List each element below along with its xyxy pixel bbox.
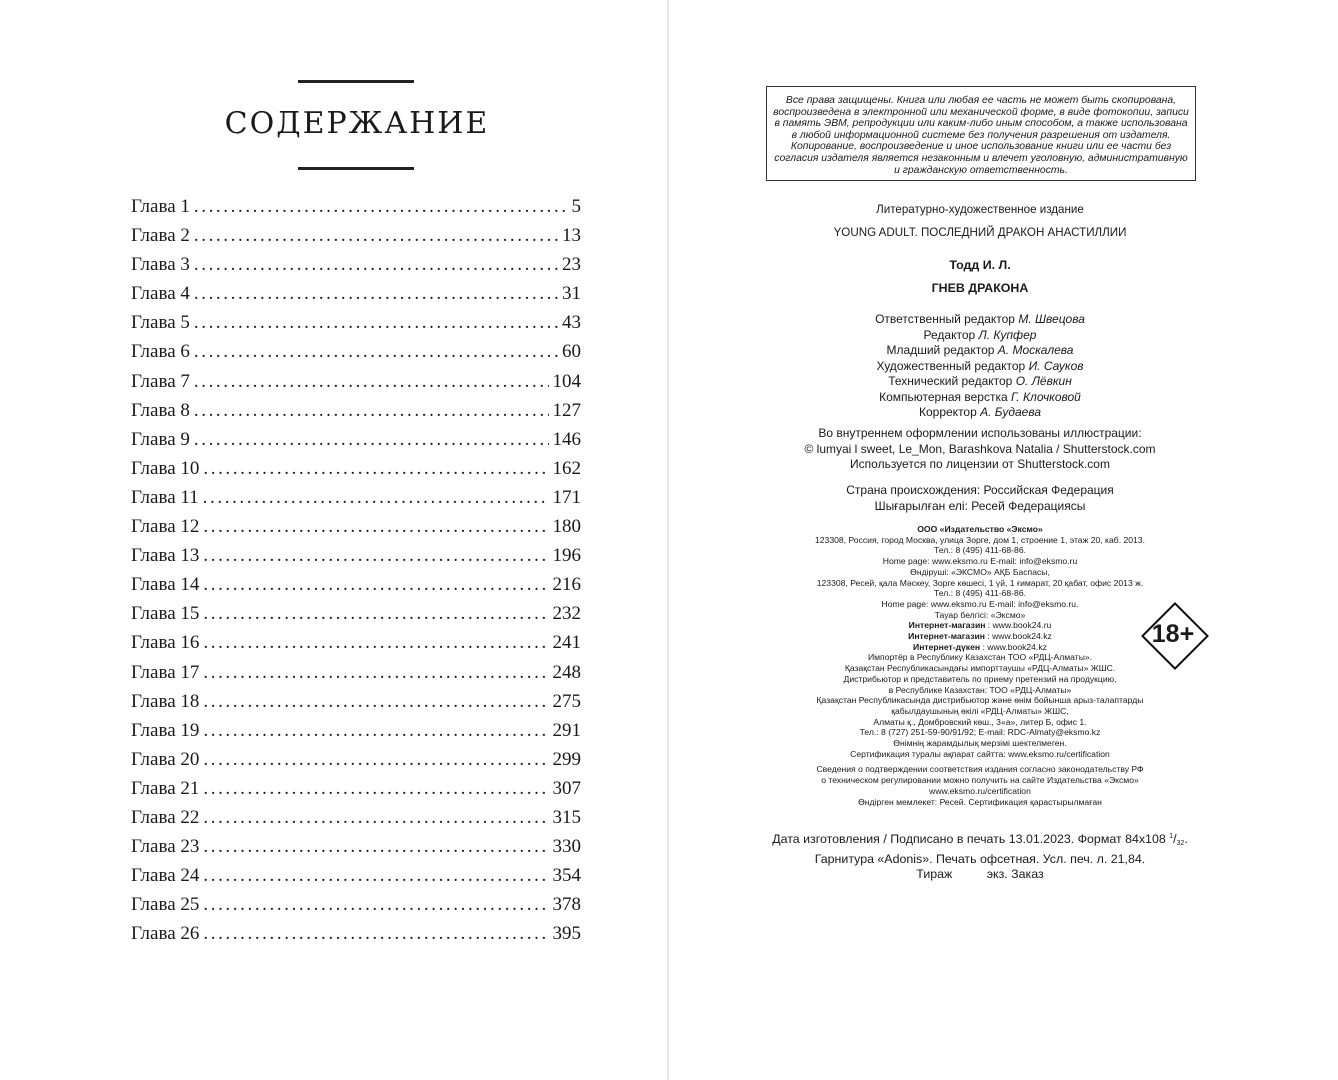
shop-line <box>749 620 1211 631</box>
credit-line <box>749 312 1211 328</box>
chapter-label: Глава 12 <box>131 516 200 538</box>
chapter-page-number: 13 <box>562 225 581 247</box>
leader-dots <box>203 487 549 509</box>
chapter-page-number: 378 <box>552 894 581 916</box>
leader-dots <box>194 371 549 393</box>
toc-entry <box>131 894 581 923</box>
toc-entry <box>131 865 581 894</box>
credit-person: А. Будаева <box>980 405 1041 419</box>
series-name: YOUNG ADULT. ПОСЛЕДНИЙ ДРАКОН АНАСТИЛЛИИ <box>833 226 1127 239</box>
leader-dots <box>194 196 568 218</box>
toc-entry <box>131 720 581 749</box>
credit-line <box>749 343 1211 359</box>
leader-dots <box>194 400 549 422</box>
kz-line: Қазақстан Республикасында дистрибьютор және өнім бойынша арыз-талаптарды <box>816 695 1144 706</box>
illustration-line: Используется по лицензии от Shutterstock.com <box>850 457 1110 471</box>
chapter-page-number: 216 <box>552 574 581 596</box>
print-line-2: Гарнитура «Adonis». Печать офсетная. Усл. печ. л. 21,84. <box>814 851 1146 866</box>
chapter-label: Глава 20 <box>131 748 200 770</box>
toc-entry <box>131 254 581 283</box>
credit-person: И. Сауков <box>1028 358 1084 373</box>
leader-dots <box>194 254 558 276</box>
chapter-page-number: 291 <box>552 719 581 741</box>
kz-line: Тел.: 8 (727) 251-59-90/91/92; E-mail: RDC-Almaty@eksmo.kz <box>859 727 1101 738</box>
format-denominator: 32 <box>1176 840 1185 847</box>
illustration-line: Во внутреннем оформлении использованы иллюстрации: <box>818 426 1142 440</box>
leader-dots <box>203 662 548 684</box>
age-rating-text: 18+ <box>1151 620 1195 648</box>
chapter-page-number: 146 <box>552 428 581 450</box>
toc-entry <box>131 662 581 691</box>
toc-list <box>131 196 581 952</box>
chapter-label: Глава 22 <box>131 806 200 828</box>
kz-line: қабылдаушының өкілі «РДЦ-Алматы» ЖШС, <box>891 705 1069 716</box>
kz-line: в Республике Казахстан: ТОО «РДЦ-Алматы» <box>888 684 1072 695</box>
chapter-page-number: 31 <box>562 283 581 305</box>
credit-role: Редактор <box>923 327 976 342</box>
chapter-page-number: 299 <box>552 748 581 770</box>
credit-person: А. Москалева <box>997 343 1074 357</box>
chapter-label: Глава 6 <box>131 341 190 363</box>
book-title: ГНЕВ ДРАКОНА <box>931 281 1029 295</box>
chapter-label: Глава 10 <box>131 457 200 479</box>
leader-dots <box>203 778 548 800</box>
cert-line: о техническом регулировании можно получить на сайте Издательства «Эксмо» <box>821 775 1139 786</box>
chapter-label: Глава 9 <box>131 428 190 450</box>
leader-dots <box>203 458 548 480</box>
toc-entry <box>131 836 581 865</box>
toc-entry <box>131 196 581 225</box>
publisher-lines <box>749 535 1211 621</box>
chapter-page-number: 241 <box>552 632 581 654</box>
leader-dots <box>203 691 548 713</box>
leader-dots <box>203 807 548 829</box>
credit-role: Художественный редактор <box>876 358 1026 373</box>
chapter-label: Глава 13 <box>131 545 200 567</box>
cert-line: Өндірген мемлекет: Ресей. Сертификация қарастырылмаған <box>858 796 1102 807</box>
shop-label: Интернет-магазин <box>908 620 986 631</box>
kz-lines <box>749 652 1211 759</box>
toc-entry <box>131 545 581 574</box>
imprint-page <box>669 0 1338 1080</box>
leader-dots <box>194 283 558 305</box>
credit-line <box>749 390 1211 406</box>
toc-entry <box>131 632 581 661</box>
credit-person: О. Лёвкин <box>1015 374 1072 388</box>
toc-entry <box>131 283 581 312</box>
publisher-line: Тел.: 8 (495) 411-68-86. <box>934 545 1026 556</box>
cert-line: www.eksmo.ru/certification <box>929 785 1031 796</box>
leader-dots <box>203 516 548 538</box>
chapter-label: Глава 19 <box>131 719 200 741</box>
title-rule-top <box>298 80 414 83</box>
kz-line: Импортёр в Республику Казахстан ТОО «РДЦ-Алматы». <box>867 652 1093 663</box>
leader-dots <box>194 429 549 451</box>
toc-entry <box>131 400 581 429</box>
leader-dots <box>203 720 548 742</box>
kz-line: Сертификация туралы ақпарат сайтта: www.eksmo.ru/certification <box>850 748 1110 759</box>
leader-dots <box>203 632 548 654</box>
cert-line: Сведения о подтверждении соответствия издания согласно законодательству РФ <box>816 764 1144 775</box>
credit-line <box>749 359 1211 375</box>
toc-title: СОДЕРЖАНИЕ <box>224 106 490 141</box>
kz-line: Өнімнің жарамдылық мерзімі шектелмеген. <box>893 738 1067 749</box>
toc-entry <box>131 807 581 836</box>
chapter-label: Глава 25 <box>131 894 200 916</box>
chapter-page-number: 162 <box>552 457 581 479</box>
publisher-line: Тел.: 8 (495) 411-68-86. <box>934 588 1026 599</box>
chapter-page-number: 315 <box>552 806 581 828</box>
publisher-line: 123308, Россия, город Москва, улица Зорге, дом 1, строение 1, этаж 20, каб. 2013. <box>815 534 1145 545</box>
chapter-page-number: 104 <box>552 370 581 392</box>
chapter-label: Глава 2 <box>131 225 190 247</box>
publisher-line: 123308, Ресей, қала Мәскеу, Зорге көшесі, 1 үй, 1 ғимарат, 20 қабат, офис 2013 ж. <box>816 577 1144 588</box>
leader-dots <box>203 574 548 596</box>
leader-dots <box>203 545 548 567</box>
credit-role: Младший редактор <box>886 343 995 357</box>
leader-dots <box>194 225 558 247</box>
chapter-page-number: 232 <box>552 603 581 625</box>
chapter-label: Глава 5 <box>131 312 190 334</box>
illustration-line: © lumyai l sweet, Le_Mon, Barashkova Natalia / Shutterstock.com <box>804 441 1156 456</box>
kz-line: Алматы қ., Домбровский көш., 3«а», литер Б, офис 1. <box>873 716 1087 727</box>
publisher-name: ООО «Издательство «Эксмо» <box>917 524 1043 534</box>
leader-dots <box>203 865 548 887</box>
toc-entry <box>131 691 581 720</box>
toc-page <box>0 0 667 1080</box>
chapter-label: Глава 15 <box>131 603 200 625</box>
print-line-1: Дата изготовления / Подписано в печать 13.01.2023. Формат 84x108 $^1/_{32}$. <box>772 832 1188 847</box>
chapter-page-number: 196 <box>552 545 581 567</box>
format-numerator: 1 <box>1169 833 1174 840</box>
chapter-label: Глава 18 <box>131 690 200 712</box>
chapter-label: Глава 26 <box>131 923 200 945</box>
chapter-page-number: 354 <box>552 865 581 887</box>
shop-label: Интернет-магазин <box>908 631 985 642</box>
chapter-label: Глава 24 <box>131 865 200 887</box>
chapter-page-number: 43 <box>562 312 581 334</box>
credit-role: Технический редактор <box>888 374 1013 388</box>
chapter-label: Глава 4 <box>131 283 190 305</box>
leader-dots <box>194 312 558 334</box>
credits-block <box>749 312 1211 421</box>
toc-entry <box>131 458 581 487</box>
rights-notice: Все права защищены. Книга или любая ее часть не может быть скопирована, воспроизведена в электронной или механической форме, в виде фотокопии, записи в память ЭВМ, репродукции или каким-либо иным способом, а также использована в любой информационной системе без получения разрешения от издателя. Копирование, воспроизведение и иное использование книги или ее части без согласия издателя является незаконным и влечет уголовную, административную и гражданскую ответственность. <box>766 86 1196 181</box>
leader-dots <box>203 749 548 771</box>
chapter-page-number: 330 <box>552 836 581 858</box>
chapter-label: Глава 17 <box>131 661 200 683</box>
chapter-label: Глава 14 <box>131 574 200 596</box>
publisher-block <box>749 524 1211 807</box>
shop-url: : www.book24.ru <box>985 620 1052 631</box>
leader-dots <box>203 603 548 625</box>
publisher-line: Home page: www.eksmo.ru E-mail: info@eksmo.ru <box>882 556 1078 567</box>
title-rule-bottom <box>298 167 414 170</box>
origin-line: Шығарылған елі: Ресей Федерациясы <box>874 498 1086 513</box>
toc-entry <box>131 603 581 632</box>
print-date-format: Дата изготовления / Подписано в печать 13.01.2023. Формат 84x108 <box>772 832 1170 846</box>
shop-url: : www.book24.kz <box>984 631 1052 642</box>
toc-entry <box>131 312 581 341</box>
publisher-line: Home page: www.eksmo.ru E-mail: info@eksmo.ru. <box>881 598 1079 609</box>
chapter-label: Глава 8 <box>131 399 190 421</box>
publisher-line: Тауар белгісі: «Эксмо» <box>934 609 1026 620</box>
print-details <box>749 829 1211 883</box>
chapter-page-number: 5 <box>571 196 581 217</box>
chapter-label: Глава 1 <box>131 196 190 217</box>
certification-lines <box>749 764 1211 807</box>
publisher-line: Өндіруші: «ЭКСМО» АҚБ Баспасы, <box>910 566 1050 577</box>
origin-line: Страна происхождения: Российская Федерация <box>846 483 1114 497</box>
toc-entry <box>131 516 581 545</box>
chapter-label: Глава 7 <box>131 370 190 392</box>
leader-dots <box>203 836 548 858</box>
chapter-page-number: 275 <box>552 690 581 712</box>
chapter-page-number: 127 <box>552 399 581 421</box>
chapter-page-number: 171 <box>552 486 581 508</box>
chapter-label: Глава 21 <box>131 777 200 799</box>
toc-entry <box>131 371 581 400</box>
credit-role: Ответственный редактор <box>875 312 1015 326</box>
age-rating-badge <box>1143 604 1203 664</box>
chapter-label: Глава 11 <box>131 486 199 508</box>
print-line-3: Тираж экз. Заказ <box>916 867 1044 881</box>
toc-entry <box>131 429 581 458</box>
chapter-page-number: 395 <box>552 923 581 945</box>
chapter-label: Глава 23 <box>131 836 200 858</box>
toc-entry <box>131 574 581 603</box>
credit-person: Г. Клочковой <box>1010 389 1081 404</box>
chapter-page-number: 23 <box>562 254 581 276</box>
kz-line: Дистрибьютор и представитель по приему претензий на продукцию, <box>843 673 1117 684</box>
toc-entry <box>131 778 581 807</box>
leader-dots <box>203 923 548 945</box>
illustrations-credit <box>749 426 1211 473</box>
author-name: Тодд И. Л. <box>949 258 1011 272</box>
credit-person: Л. Купфер <box>978 327 1037 342</box>
credit-person: М. Швецова <box>1018 312 1085 326</box>
toc-entry <box>131 923 581 952</box>
toc-entry <box>131 749 581 778</box>
origin-block <box>749 483 1211 514</box>
shop-line <box>749 642 1211 653</box>
kz-line: Қазақстан Республикасындағы импорттаушы «РДЦ-Алматы» ЖШС. <box>844 663 1116 674</box>
chapter-label: Глава 16 <box>131 632 200 654</box>
credit-role: Корректор <box>919 405 977 419</box>
leader-dots <box>194 341 558 363</box>
leader-dots <box>203 894 548 916</box>
chapter-page-number: 180 <box>552 516 581 538</box>
chapter-label: Глава 3 <box>131 254 190 276</box>
credit-role: Компьютерная верстка <box>879 389 1008 404</box>
edition-type: Литературно-художественное издание <box>876 203 1084 216</box>
credit-line <box>749 405 1211 421</box>
toc-entry <box>131 225 581 254</box>
toc-entry <box>131 487 581 516</box>
credit-line <box>749 328 1211 344</box>
chapter-page-number: 307 <box>552 777 581 799</box>
toc-entry <box>131 341 581 370</box>
chapter-page-number: 248 <box>552 661 581 683</box>
chapter-page-number: 60 <box>562 341 581 363</box>
shop-label: Интернет-дүкен <box>913 641 981 652</box>
credit-line <box>749 374 1211 390</box>
shop-url: : www.book24.kz <box>980 641 1047 652</box>
